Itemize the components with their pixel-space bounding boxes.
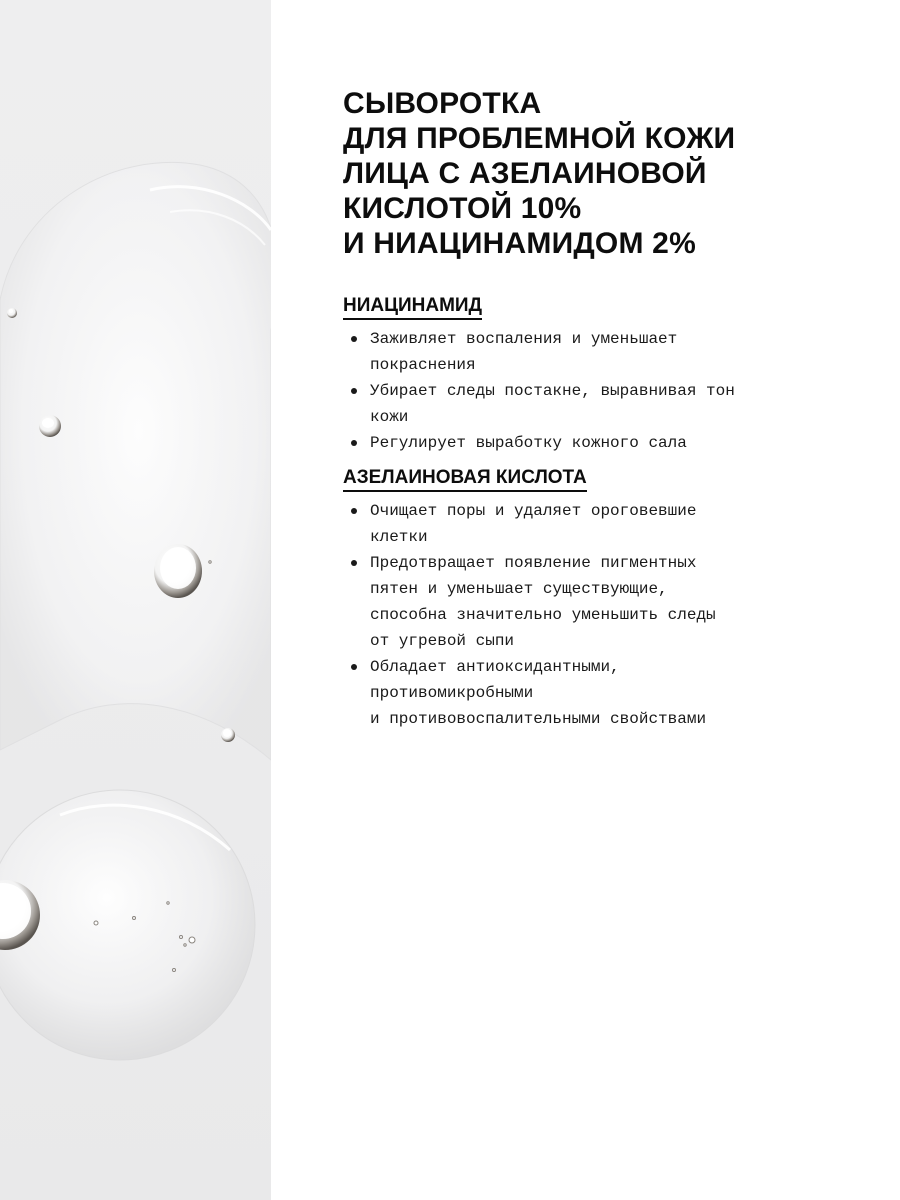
bullet-icon bbox=[351, 388, 357, 394]
bullet-icon bbox=[351, 336, 357, 342]
list-item bbox=[343, 378, 790, 430]
bubble-medium bbox=[154, 544, 202, 598]
list-item bbox=[343, 654, 790, 732]
serum-drops-illustration bbox=[0, 0, 271, 1200]
list-item-text: Регулирует выработку кожного сала bbox=[370, 434, 687, 452]
list-item-text: Очищает поры и удаляет ороговевшие клетки bbox=[370, 502, 697, 546]
section-azelaic-acid bbox=[343, 466, 863, 732]
bubble-small-3 bbox=[221, 728, 235, 742]
bullet-icon bbox=[351, 664, 357, 670]
bullet-icon bbox=[351, 560, 357, 566]
list-item-text: Обладает антиоксидантными, противомикробными и противовоспалительными свойствами bbox=[370, 658, 707, 728]
liquid-blob-upper bbox=[0, 162, 271, 760]
list-item bbox=[343, 550, 790, 654]
bubble-small-1 bbox=[7, 308, 17, 318]
list-item bbox=[343, 498, 790, 550]
list-item-text: Заживляет воспаления и уменьшает покраснения bbox=[370, 330, 678, 374]
bullet-icon bbox=[351, 440, 357, 446]
benefits-list-niacinamide bbox=[343, 326, 863, 456]
bullet-icon bbox=[351, 508, 357, 514]
serum-drops-image bbox=[0, 0, 271, 1200]
list-item bbox=[343, 430, 790, 456]
list-item-text: Предотвращает появление пигментных пятен и уменьшает существующие, способна значительно уменьшить следы от угревой сыпи bbox=[370, 554, 716, 650]
product-title: СЫВОРОТКА ДЛЯ ПРОБЛЕМНОЙ КОЖИ ЛИЦА С АЗЕЛАИНОВОЙ КИСЛОТОЙ 10% И НИАЦИНАМИДОМ 2% bbox=[343, 87, 736, 260]
section-heading-azelaic-acid: АЗЕЛАИНОВАЯ КИСЛОТА bbox=[343, 466, 587, 492]
bubble-small-2 bbox=[39, 415, 61, 437]
section-heading-niacinamide: НИАЦИНАМИД bbox=[343, 294, 482, 320]
product-description bbox=[343, 86, 863, 728]
list-item-text: Убирает следы постакне, выравнивая тон кожи bbox=[370, 382, 735, 426]
section-niacinamide bbox=[343, 294, 863, 456]
benefits-list-azelaic-acid bbox=[343, 498, 863, 732]
list-item bbox=[343, 326, 790, 378]
